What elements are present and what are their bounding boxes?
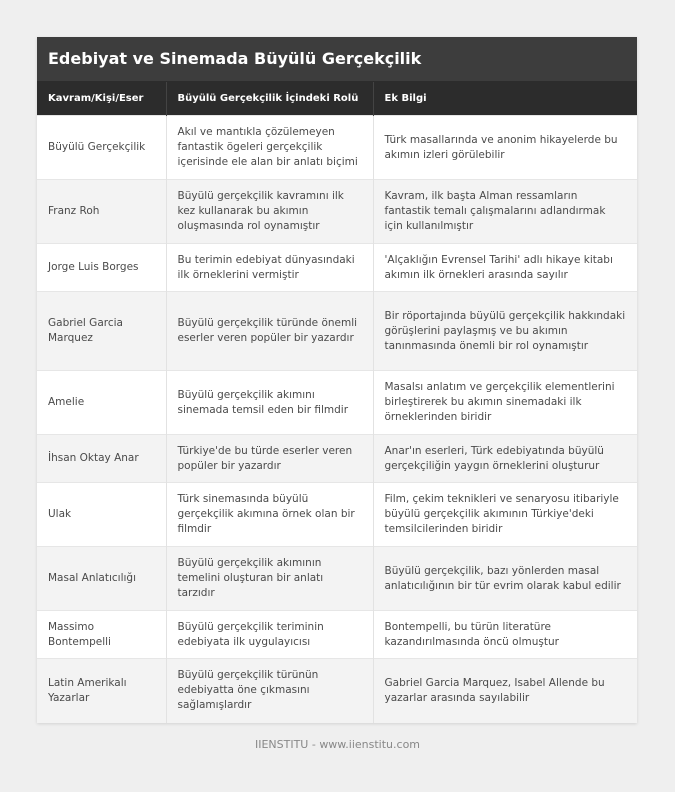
cell-role: Akıl ve mantıkla çözülemeyen fantastik ögeleri gerçekçilik içerisinde ele alan bir anlatı biçimi (166, 116, 373, 180)
cell-info: 'Alçaklığın Evrensel Tarihi' adlı hikaye kitabı akımın ilk örnekleri arasında sayılır (373, 244, 637, 292)
table-row (37, 244, 637, 292)
table-row (37, 547, 637, 611)
cell-info: Büyülü gerçekçilik, bazı yönlerden masal anlatıcılığının bir tür evrim olarak kabul edilir (373, 547, 637, 611)
cell-concept: Latin Amerikalı Yazarlar (37, 659, 166, 723)
cell-info: Film, çekim teknikleri ve senaryosu itibariyle büyülü gerçekçilik akımının Türkiye'deki temsilcilerinden biridir (373, 483, 637, 547)
cell-concept: Gabriel Garcia Marquez (37, 292, 166, 371)
cell-concept: Ulak (37, 483, 166, 547)
cell-concept: Massimo Bontempelli (37, 611, 166, 659)
cell-info: Anar'ın eserleri, Türk edebiyatında büyülü gerçekçiliğin yaygın örneklerini oluşturur (373, 435, 637, 483)
cell-role: Büyülü gerçekçilik türünde önemli eserler veren popüler bir yazardır (166, 292, 373, 371)
cell-concept: Büyülü Gerçekçilik (37, 116, 166, 180)
cell-concept: Amelie (37, 371, 166, 435)
table-row (37, 483, 637, 547)
header-cell-role: Büyülü Gerçekçilik İçindeki Rolü (166, 82, 373, 116)
table-row (37, 292, 637, 371)
cell-role: Türkiye'de bu türde eserler veren popüler bir yazardır (166, 435, 373, 483)
table-row (37, 435, 637, 483)
cell-role: Büyülü gerçekçilik kavramını ilk kez kullanarak bu akımın oluşmasında rol oynamıştır (166, 180, 373, 244)
cell-role: Bu terimin edebiyat dünyasındaki ilk örneklerini vermiştir (166, 244, 373, 292)
table-row (37, 371, 637, 435)
cell-concept: Jorge Luis Borges (37, 244, 166, 292)
cell-concept: Franz Roh (37, 180, 166, 244)
header-cell-concept: Kavram/Kişi/Eser (37, 82, 166, 116)
cell-concept: Masal Anlatıcılığı (37, 547, 166, 611)
table-row (37, 180, 637, 244)
cell-role: Türk sinemasında büyülü gerçekçilik akımına örnek olan bir filmdir (166, 483, 373, 547)
cell-info: Gabriel Garcia Marquez, Isabel Allende bu yazarlar arasında sayılabilir (373, 659, 637, 723)
table-title: Edebiyat ve Sinemada Büyülü Gerçekçilik (37, 37, 637, 82)
cell-info: Kavram, ilk başta Alman ressamların fantastik temalı çalışmalarını adlandırmak için kullanılmıştır (373, 180, 637, 244)
header-row (37, 82, 637, 116)
table-row (37, 116, 637, 180)
cell-role: Büyülü gerçekçilik akımının temelini oluşturan bir anlatı tarzıdır (166, 547, 373, 611)
cell-info: Bontempelli, bu türün literatüre kazandırılmasında öncü olmuştur (373, 611, 637, 659)
header-cell-info: Ek Bilgi (373, 82, 637, 116)
cell-concept: İhsan Oktay Anar (37, 435, 166, 483)
data-table (37, 82, 637, 723)
cell-info: Masalsı anlatım ve gerçekçilik elementlerini birleştirerek bu akımın sinemadaki ilk örneklerinden biridir (373, 371, 637, 435)
table-row (37, 659, 637, 723)
cell-role: Büyülü gerçekçilik akımını sinemada temsil eden bir filmdir (166, 371, 373, 435)
table-row (37, 611, 637, 659)
cell-role: Büyülü gerçekçilik türünün edebiyatta öne çıkmasını sağlamışlardır (166, 659, 373, 723)
cell-info: Türk masallarında ve anonim hikayelerde bu akımın izleri görülebilir (373, 116, 637, 180)
table-card (37, 37, 637, 723)
cell-role: Büyülü gerçekçilik teriminin edebiyata ilk uygulayıcısı (166, 611, 373, 659)
footer-credit: IIENSTITU - www.iienstitu.com (254, 738, 421, 751)
cell-info: Bir röportajında büyülü gerçekçilik hakkındaki görüşlerini paylaşmış ve bu akımın tanınmasında önemli bir rol oynamıştır (373, 292, 637, 371)
